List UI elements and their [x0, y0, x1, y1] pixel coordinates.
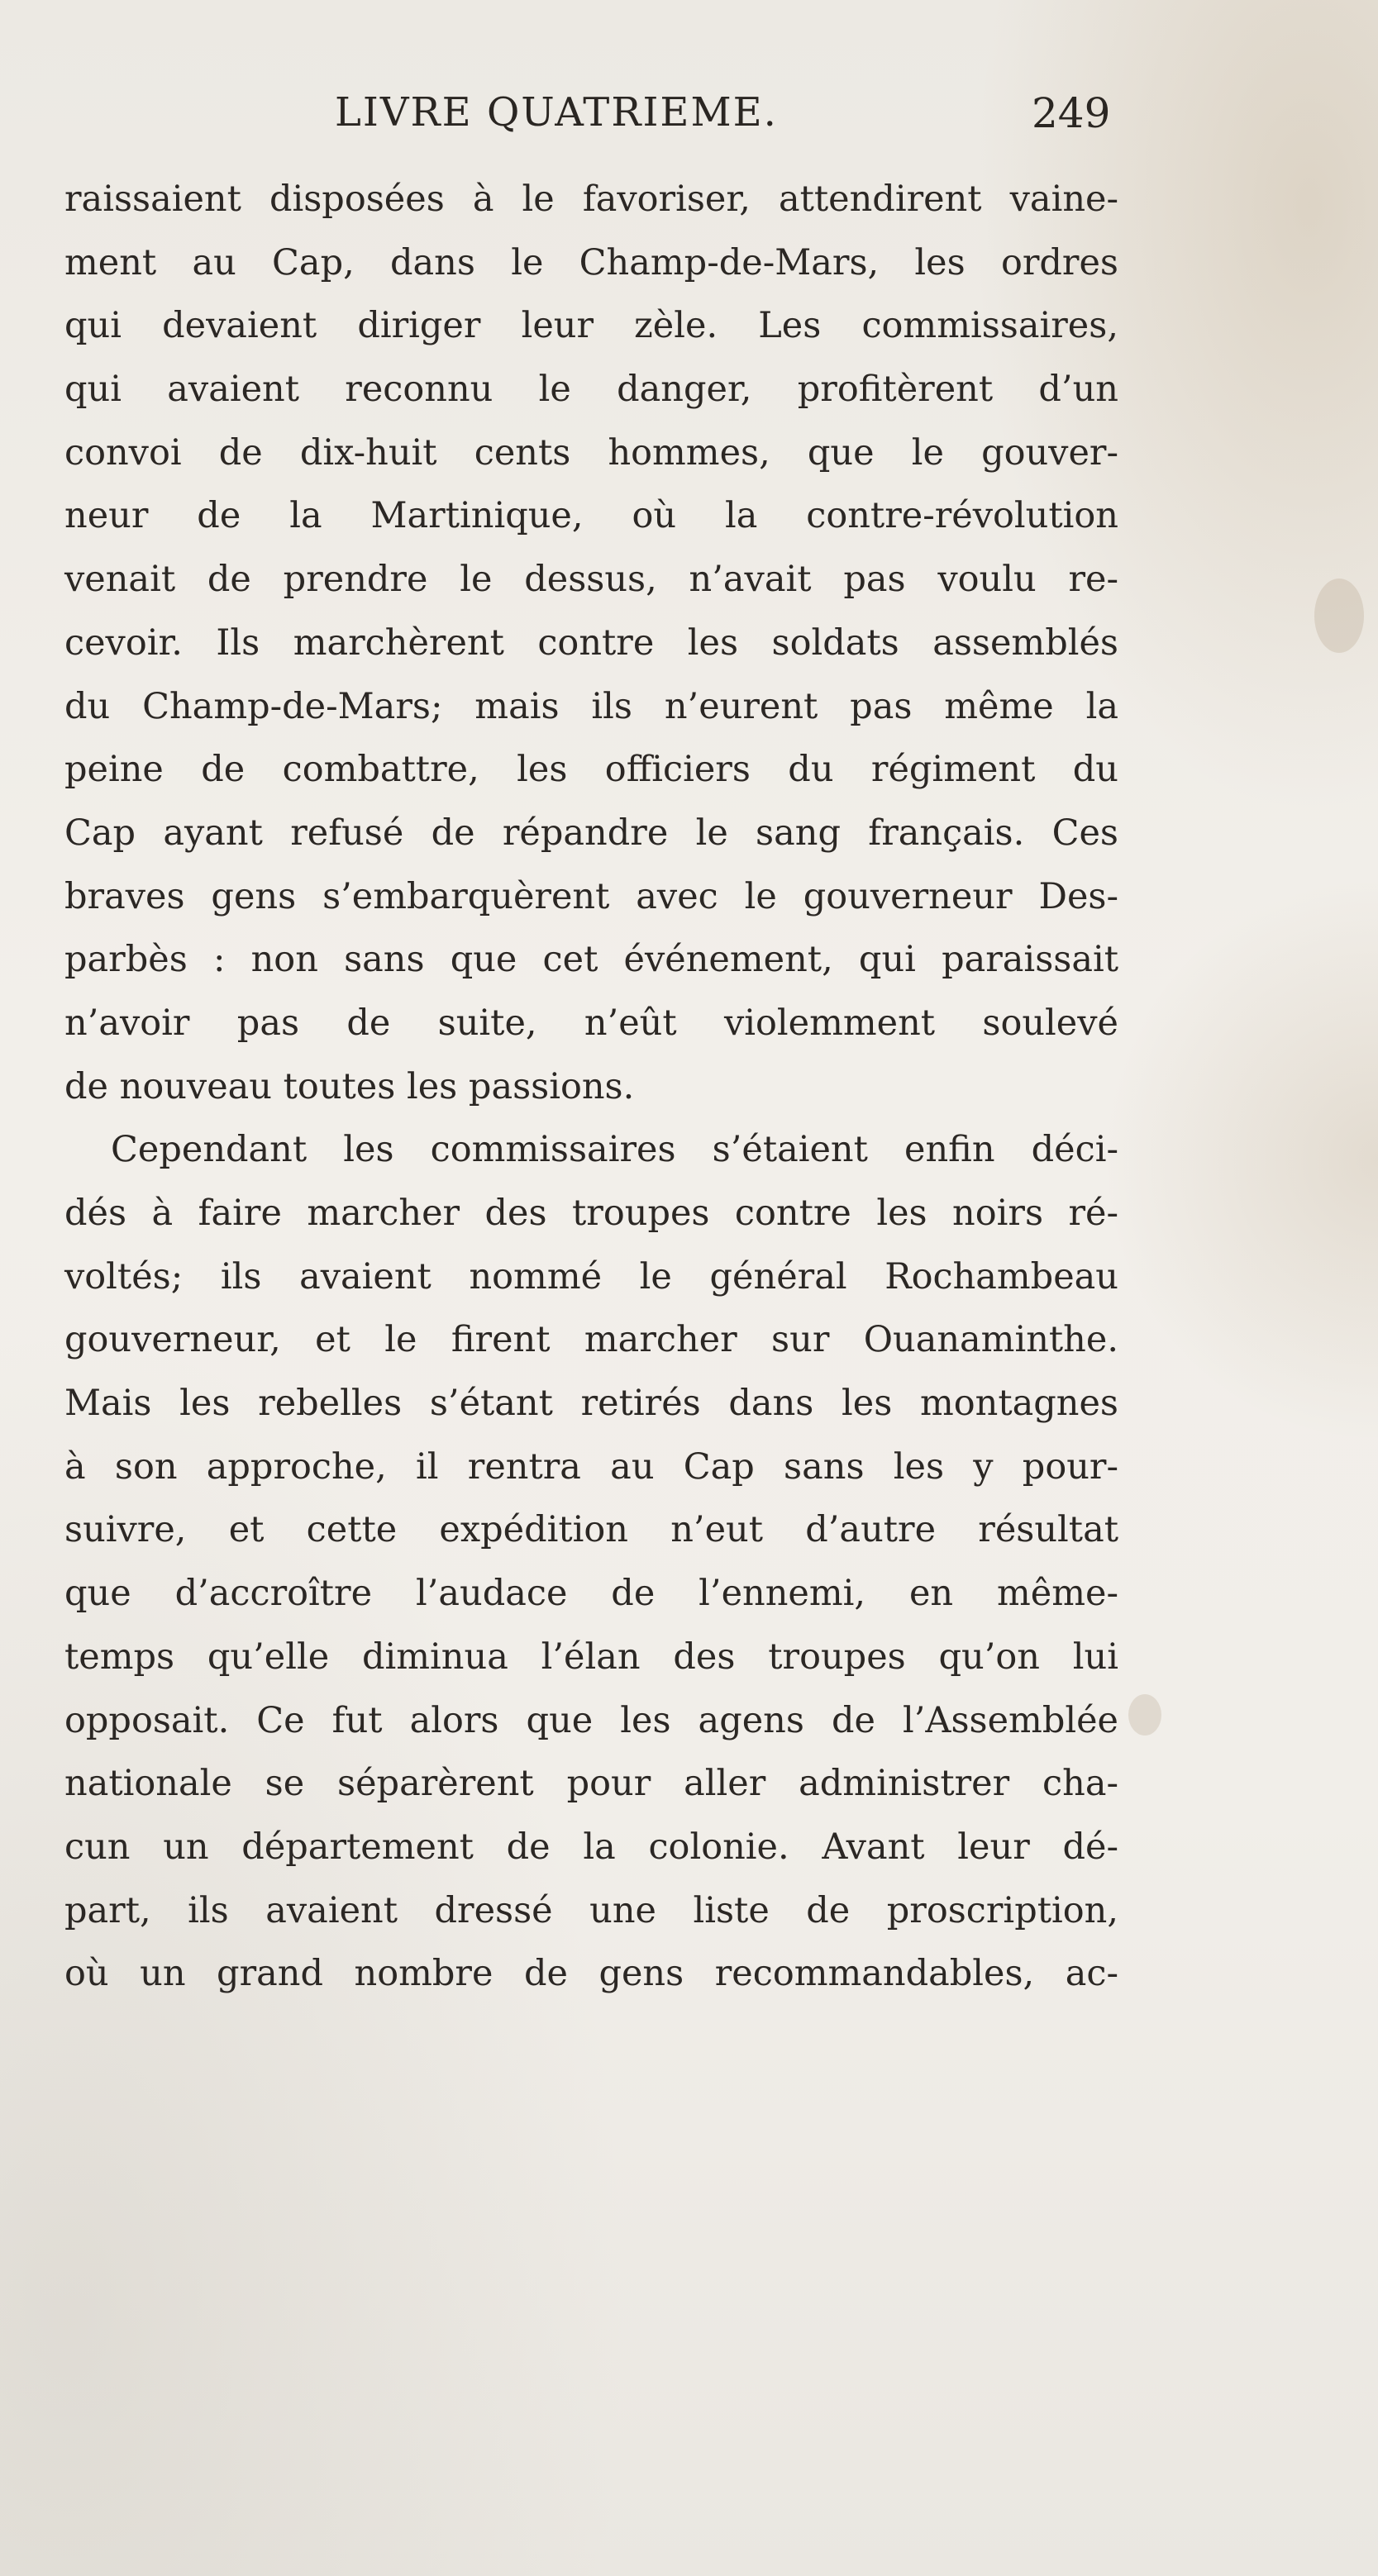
- text-line: braves gens s’embarquèrent avec le gouverneur Des-: [64, 875, 1118, 917]
- text-line: Mais les rebelles s’étant retirés dans les montagnes: [64, 1383, 1118, 1425]
- text-line: de nouveau toutes les passions.: [64, 1065, 635, 1107]
- page-header: [0, 89, 1378, 149]
- text-line: suivre, et cette expédition n’eut d’autre résultat: [64, 1509, 1118, 1551]
- text-line: voltés; ils avaient nommé le général Rochambeau: [64, 1255, 1118, 1298]
- stain: [1128, 1694, 1161, 1736]
- text-line: nationale se séparèrent pour aller administrer cha-: [64, 1763, 1118, 1805]
- text-line: qui devaient diriger leur zèle. Les commissaires,: [64, 305, 1118, 347]
- text-line: dés à faire marcher des troupes contre les noirs ré-: [64, 1193, 1118, 1234]
- text-line: venait de prendre le dessus, n’avait pas voulu re-: [64, 559, 1118, 601]
- text-line: du Champ-de-Mars; mais ils n’eurent pas même la: [64, 685, 1118, 727]
- text-line: opposait. Ce fut alors que les agens de l’Assemblée: [64, 1699, 1118, 1741]
- running-head: LIVRE QUATRIEME.: [335, 89, 778, 136]
- text-line: parbès : non sans que cet événement, qui paraissait: [64, 939, 1118, 981]
- paragraph-1: [64, 168, 1118, 1118]
- text-line: raissaient disposées à le favoriser, attendirent vaine-: [64, 179, 1118, 220]
- paragraph-2: [64, 1118, 1118, 2006]
- text-line: que d’accroître l’audace de l’ennemi, en même-: [64, 1573, 1118, 1615]
- text-line: part, ils avaient dressé une liste de proscription,: [64, 1889, 1118, 1931]
- text-line: ment au Cap, dans le Champ-de-Mars, les ordres: [64, 241, 1118, 283]
- text-line: convoi de dix-huit cents hommes, que le gouver-: [64, 431, 1118, 474]
- text-line: neur de la Martinique, où la contre-révolution: [64, 495, 1118, 537]
- text-line: peine de combattre, les officiers du régiment du: [64, 749, 1118, 791]
- page-number: 249: [1032, 89, 1111, 137]
- text-line: qui avaient reconnu le danger, profitèrent d’un: [64, 369, 1118, 411]
- text-line: temps qu’elle diminua l’élan des troupes qu’on lui: [64, 1636, 1118, 1678]
- text-line: n’avoir pas de suite, n’eût violemment soulevé: [64, 1002, 1118, 1044]
- stain: [1314, 579, 1364, 653]
- text-line: Cependant les commissaires s’étaient enfin déci-: [111, 1129, 1118, 1171]
- text-line: cun un département de la colonie. Avant leur dé-: [64, 1826, 1118, 1868]
- text-line: à son approche, il rentra au Cap sans les y pour-: [64, 1445, 1118, 1488]
- text-line: gouverneur, et le firent marcher sur Ouanaminthe.: [64, 1319, 1118, 1361]
- text-line: cevoir. Ils marchèrent contre les soldats assemblés: [64, 621, 1118, 664]
- body-text: [64, 168, 1118, 2006]
- text-line: Cap ayant refusé de répandre le sang français. Ces: [64, 812, 1118, 854]
- text-line: où un grand nombre de gens recommandables, ac-: [64, 1953, 1118, 1995]
